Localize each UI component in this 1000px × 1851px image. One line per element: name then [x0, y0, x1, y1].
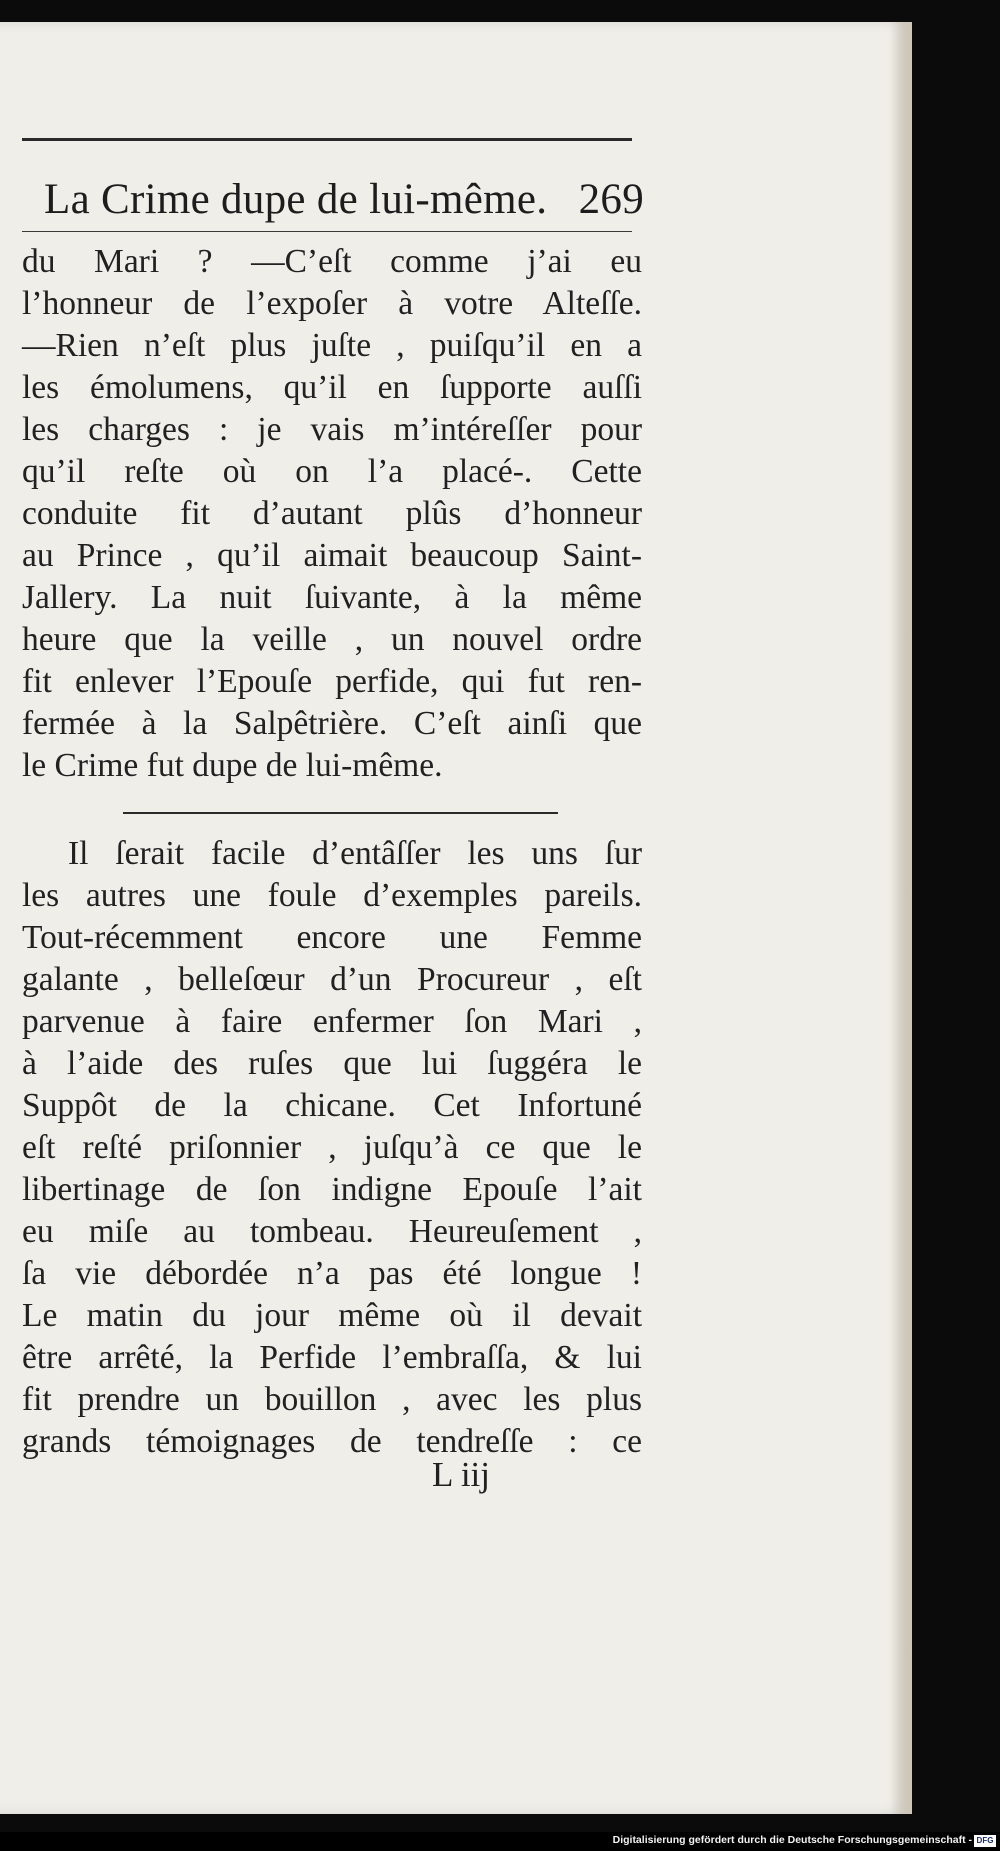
text-line: Il ſerait facile d’entâſſer les uns ſur	[68, 835, 642, 872]
text-line: —Rien n’eſt plus juſte , puiſqu’il en a	[22, 327, 642, 364]
running-title: La Crime dupe de lui-même.	[44, 176, 548, 223]
text-line: eſt reſté priſonnier , juſqu’à ce que le	[22, 1129, 642, 1166]
text-line: ſa vie débordée n’a pas été longue !	[22, 1255, 642, 1292]
text-line: galante , belleſœur d’un Procureur , eſt	[22, 961, 642, 998]
text-line: parvenue à faire enfermer ſon Mari ,	[22, 1003, 642, 1040]
text-line: qu’il reſte où on l’a placé-. Cette	[22, 453, 642, 490]
text-line: conduite fit d’autant plûs d’honneur	[22, 495, 642, 532]
signature-mark: L iij	[432, 1455, 491, 1494]
text-line: le Crime fut dupe de lui-même.	[22, 747, 443, 784]
dfg-logo-icon: DFG	[974, 1835, 996, 1847]
text-line: Jallery. La nuit ſuivante, à la même	[22, 579, 642, 616]
text-line: eu miſe au tombeau. Heureuſement ,	[22, 1213, 642, 1250]
header-bottom-rule	[22, 231, 632, 232]
section-separator	[123, 812, 558, 814]
text-line: au Prince , qu’il aimait beaucoup Saint-	[22, 537, 642, 574]
text-line: les émolumens, qu’il en ſupporte auſſi	[22, 369, 642, 406]
text-line: heure que la veille , un nouvel ordre	[22, 621, 642, 658]
header-top-rule	[22, 138, 632, 141]
text-line: fit enlever l’Epouſe perfide, qui fut ren-	[22, 663, 642, 700]
text-line: l’honneur de l’expoſer à votre Alteſſe.	[22, 285, 642, 322]
text-line: les autres une foule d’exemples pareils.	[22, 877, 642, 914]
text-line: les charges : je vais m’intéreſſer pour	[22, 411, 642, 448]
text-line: du Mari ? —C’eſt comme j’ai eu	[22, 243, 642, 280]
text-line: être arrêté, la Perfide l’embraſſa, & lui	[22, 1339, 642, 1376]
page-number: 269	[578, 176, 644, 223]
text-line: à l’aide des ruſes que lui ſuggéra le	[22, 1045, 642, 1082]
text-line: Le matin du jour même où il devait	[22, 1297, 642, 1334]
text-line: grands témoignages de tendreſſe : ce	[22, 1423, 642, 1460]
text-line: libertinage de ſon indigne Epouſe l’ait	[22, 1171, 642, 1208]
text-line: Tout-récemment encore une Femme	[22, 919, 642, 956]
text-line: fermée à la Salpêtrière. C’eſt ainſi que	[22, 705, 642, 742]
text-line: Suppôt de la chicane. Cet Infortuné	[22, 1087, 642, 1124]
text-line: fit prendre un bouillon , avec les plus	[22, 1381, 642, 1418]
running-header	[44, 175, 644, 224]
footer-credit: Digitalisierung gefördert durch die Deutsche Forschungsgemeinschaft -	[612, 1834, 972, 1846]
